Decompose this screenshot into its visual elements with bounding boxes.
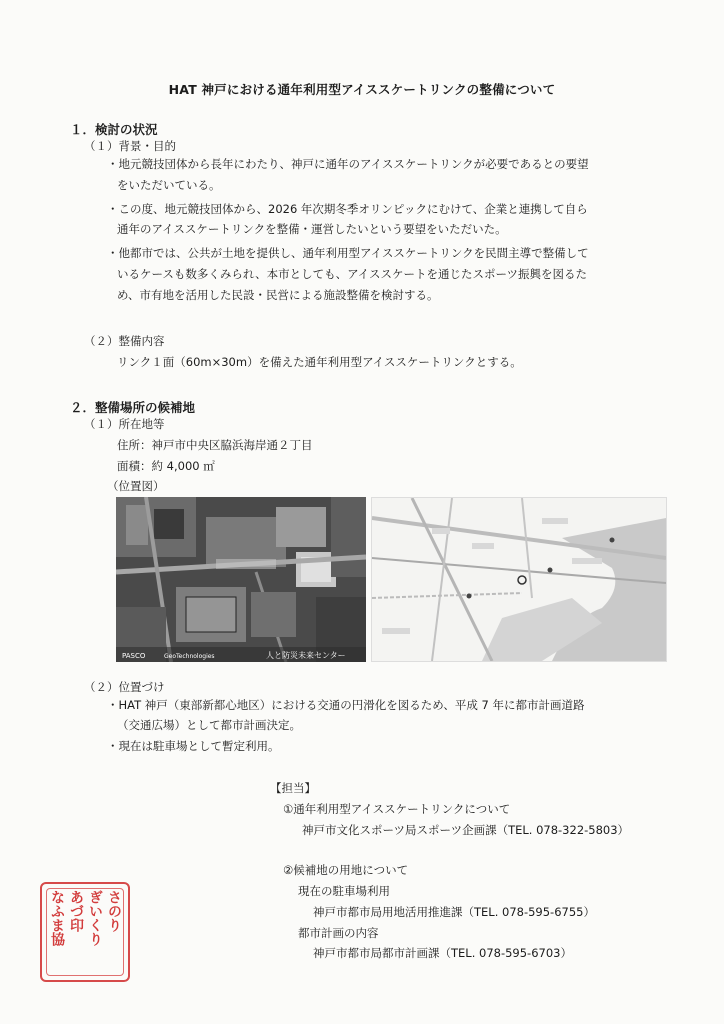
bullet-3-line-1: ・他都市では、公共が土地を提供し、通年利用型アイススケートリンクを民間主導で整備して: [107, 246, 589, 260]
seal-col-4: なふま協: [49, 890, 65, 946]
aerial-credit-left: PASCO: [122, 652, 146, 660]
aerial-caption: 人と防災未来センター: [266, 651, 346, 660]
seal-col-2: ぎいくり: [87, 890, 103, 946]
contact-item-2-sub-1: 現在の駐車場利用: [298, 884, 390, 898]
bullet-1-line-2: をいただいている。: [117, 178, 221, 192]
contact-item-2-sub-2-dept: 神戸市都市局都市計画課（TEL. 078-595-6703）: [313, 946, 572, 960]
contact-item-1-dept: 神戸市文化スポーツ局スポーツ企画課（TEL. 078-322-5803）: [302, 823, 630, 837]
aerial-photo: [116, 497, 366, 662]
association-seal: [40, 882, 130, 982]
section-2-heading: ２．整備場所の候補地: [70, 400, 196, 415]
position-bullet-1-line-1: ・HAT 神戸（東部新都心地区）における交通の円滑化を図るため、平成 7 年に都市計画道路: [107, 698, 585, 712]
bullet-2-line-1: ・この度、地元競技団体から、2026 年次期冬季オリンピックにむけて、企業と連携して自ら: [107, 202, 588, 216]
position-bullet-1-line-2: （交通広場）として都市計画決定。: [117, 718, 301, 732]
area-text: 面積：約 4,000 ㎡: [117, 459, 215, 473]
aerial-credit-mid: GeoTechnologies: [164, 653, 215, 660]
street-map: [371, 497, 667, 662]
section-1-2-heading: （２）整備内容: [84, 334, 165, 348]
contact-heading: 【担当】: [270, 781, 316, 795]
section-2-2-heading: （２）位置づけ: [84, 680, 165, 694]
section-1-heading: １．検討の状況: [70, 122, 158, 137]
section-2-1-heading: （１）所在地等: [84, 417, 165, 431]
map-label: （位置図）: [107, 479, 165, 493]
seal-col-3: あづ印: [68, 890, 84, 932]
position-bullet-2: ・現在は駐車場として暫定利用。: [107, 739, 280, 753]
bullet-3-line-2: いるケースも数多くみられ、本市としても、アイススケートを通じたスポーツ振興を図るた: [117, 267, 587, 281]
page-title: HAT 神戸における通年利用型アイススケートリンクの整備について: [168, 82, 556, 97]
bullet-1-line-1: ・地元競技団体から長年にわたり、神戸に通年のアイススケートリンクが必要であるとの要望: [107, 157, 589, 171]
facility-description: リンク１面（60m×30m）を備えた通年利用型アイススケートリンクとする。: [117, 355, 522, 369]
contact-item-2-sub-2: 都市計画の内容: [298, 926, 379, 940]
contact-item-2-sub-1-dept: 神戸市都市局用地活用推進課（TEL. 078-595-6755）: [313, 905, 595, 919]
address-text: 住所：神戸市中央区脇浜海岸通２丁目: [117, 438, 313, 452]
section-1-1-heading: （１）背景・目的: [84, 139, 176, 153]
seal-col-1: さのり: [106, 890, 122, 932]
contact-item-1-title: ①通年利用型アイススケートリンクについて: [283, 802, 511, 816]
bullet-2-line-2: 通年のアイススケートリンクを整備・運営したいという要望をいただいた。: [117, 222, 507, 236]
contact-item-2-title: ②候補地の用地について: [283, 863, 409, 877]
bullet-3-line-3: め、市有地を活用した民設・民営による施設整備を検討する。: [117, 288, 439, 302]
